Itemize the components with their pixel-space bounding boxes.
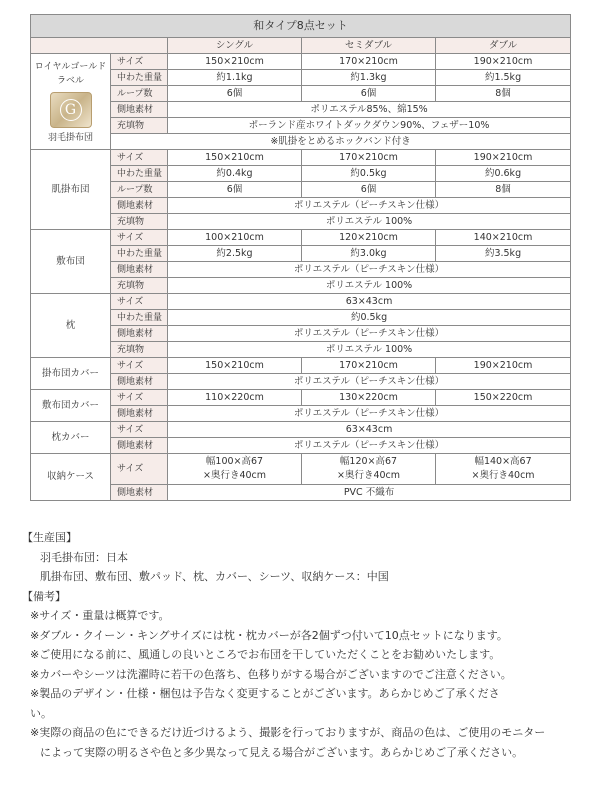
cell: 約0.4kg bbox=[168, 166, 302, 182]
attr-weight: 中わた重量 bbox=[111, 246, 168, 262]
cell: 約1.1kg bbox=[168, 70, 302, 86]
remarks-heading: 【備考】 bbox=[22, 589, 66, 603]
remark-line: い。 bbox=[30, 706, 52, 720]
cell-line: ×奥行き40cm bbox=[336, 470, 401, 481]
cell: 130×220cm bbox=[302, 390, 436, 406]
attr-size: サイズ bbox=[111, 230, 168, 246]
attr-weight: 中わた重量 bbox=[111, 310, 168, 326]
cell bbox=[168, 454, 302, 485]
cell: 約1.5kg bbox=[436, 70, 571, 86]
cell: 150×220cm bbox=[436, 390, 571, 406]
category-name: 羽毛掛布団 bbox=[47, 133, 93, 143]
attr-size: サイズ bbox=[111, 358, 168, 374]
header-empty bbox=[31, 38, 168, 54]
table-row bbox=[31, 342, 571, 358]
cell: 100×210cm bbox=[168, 230, 302, 246]
cell: ポーランド産ホワイトダックダウン90%、フェザー10% bbox=[168, 118, 571, 134]
attr-side: 側地素材 bbox=[111, 485, 168, 501]
table-row bbox=[31, 438, 571, 454]
cell: ポリエステル（ピーチスキン仕様） bbox=[168, 198, 571, 214]
cell-line: 幅120×高67 bbox=[339, 456, 398, 467]
remark-line: ※サイズ・重量は概算です。 bbox=[30, 609, 170, 622]
cell: 140×210cm bbox=[436, 230, 571, 246]
cell: 約3.5kg bbox=[436, 246, 571, 262]
cell: 6個 bbox=[302, 182, 436, 198]
table-row bbox=[31, 454, 571, 485]
category-storage-case: 収納ケース bbox=[31, 454, 111, 501]
attr-size: サイズ bbox=[111, 150, 168, 166]
note-cell: ※肌掛をとめるホックバンド付き bbox=[111, 134, 571, 150]
cell-line: 幅140×高67 bbox=[474, 456, 532, 467]
table-title: 和タイプ8点セット bbox=[31, 15, 571, 38]
cell: 170×210cm bbox=[302, 358, 436, 374]
table-row bbox=[31, 166, 571, 182]
attr-weight: 中わた重量 bbox=[111, 166, 168, 182]
attr-weight: 中わた重量 bbox=[111, 70, 168, 86]
category-comforter-cover: 掛布団カバー bbox=[31, 358, 111, 390]
remark-line: ※ダブル・クイーン・キングサイズには枕・枕カバーが各2個ずつ付いて10点セットになります。 bbox=[30, 628, 508, 642]
table-row bbox=[31, 182, 571, 198]
table-row bbox=[31, 214, 571, 230]
col-double: ダブル bbox=[436, 38, 571, 54]
category-pillow-cover: 枕カバー bbox=[31, 422, 111, 454]
attr-side: 側地素材 bbox=[111, 198, 168, 214]
attr-side: 側地素材 bbox=[111, 374, 168, 390]
cell: 150×210cm bbox=[168, 54, 302, 70]
cell: ポリエステル 100% bbox=[168, 214, 571, 230]
cell bbox=[436, 454, 571, 485]
table-row bbox=[31, 374, 571, 390]
attr-side: 側地素材 bbox=[111, 438, 168, 454]
attr-side: 側地素材 bbox=[111, 262, 168, 278]
table-row bbox=[31, 54, 571, 70]
cell: ポリエステル（ピーチスキン仕様） bbox=[168, 374, 571, 390]
cell: 約2.5kg bbox=[168, 246, 302, 262]
notes-section bbox=[22, 528, 582, 762]
attr-filling: 充填物 bbox=[111, 118, 168, 134]
cell: 63×43cm bbox=[168, 422, 571, 438]
origin-heading: 【生産国】 bbox=[22, 531, 77, 544]
cell: 150×210cm bbox=[168, 150, 302, 166]
table-row bbox=[31, 358, 571, 374]
cell: 190×210cm bbox=[436, 358, 571, 374]
table-row bbox=[31, 230, 571, 246]
attr-filling: 充填物 bbox=[111, 278, 168, 294]
table-row bbox=[31, 246, 571, 262]
remark-line: によって実際の明るさや色と多少異なって見える場合がございます。あらかじめご了承ください。 bbox=[40, 745, 524, 759]
attr-loops: ループ数 bbox=[111, 86, 168, 102]
table-row bbox=[31, 422, 571, 438]
cell: ポリエステル 100% bbox=[168, 342, 571, 358]
table-row bbox=[31, 294, 571, 310]
remark-line: ※実際の商品の色にできるだけ近づけるよう、撮影を行っておりますが、商品の色は、ご使用のモニター bbox=[30, 726, 546, 739]
remark-line: ※製品のデザイン・仕様・梱包は予告なく変更することがございます。あらかじめご了承くださ bbox=[30, 687, 500, 700]
cell: ポリエステル（ピーチスキン仕様） bbox=[168, 326, 571, 342]
cell: ポリエステル（ピーチスキン仕様） bbox=[168, 438, 571, 454]
cell: 6個 bbox=[168, 182, 302, 198]
cell: ポリエステル（ピーチスキン仕様） bbox=[168, 406, 571, 422]
royal-label-line1: ロイヤルゴールド bbox=[34, 62, 107, 72]
table-row bbox=[31, 70, 571, 86]
cell-line: ×奥行き40cm bbox=[202, 470, 267, 481]
table-row bbox=[31, 86, 571, 102]
table-row bbox=[31, 390, 571, 406]
attr-side: 側地素材 bbox=[111, 102, 168, 118]
remark-line: ※カバーやシーツは洗濯時に若干の色落ち、色移りがする場合がございますのでご注意ください。 bbox=[30, 667, 512, 681]
category-mattress: 敷布団 bbox=[31, 230, 111, 294]
cell: 6個 bbox=[302, 86, 436, 102]
table-title-row bbox=[31, 15, 571, 38]
cell: 63×43cm bbox=[168, 294, 571, 310]
emblem-letter: G bbox=[60, 99, 82, 121]
attr-filling: 充填物 bbox=[111, 342, 168, 358]
cell-line: 幅100×高67 bbox=[205, 456, 264, 467]
cell: 約3.0kg bbox=[302, 246, 436, 262]
attr-side: 側地素材 bbox=[111, 326, 168, 342]
table-row bbox=[31, 262, 571, 278]
table-row bbox=[31, 485, 571, 501]
table-row bbox=[31, 118, 571, 134]
cell: ポリエステル85%、綿15% bbox=[168, 102, 571, 118]
cell: 170×210cm bbox=[302, 54, 436, 70]
attr-loops: ループ数 bbox=[111, 182, 168, 198]
col-semidouble: セミダブル bbox=[302, 38, 436, 54]
attr-size: サイズ bbox=[111, 294, 168, 310]
remark-line: ※ご使用になる前に、風通しの良いところでお布団を干していただくことをお勧めいたします。 bbox=[30, 648, 501, 661]
table-row bbox=[31, 406, 571, 422]
category-down-comforter bbox=[31, 54, 111, 150]
table-row bbox=[31, 326, 571, 342]
cell: 約1.3kg bbox=[302, 70, 436, 86]
cell: 170×210cm bbox=[302, 150, 436, 166]
cell: 6個 bbox=[168, 86, 302, 102]
cell-line: ×奥行き40cm bbox=[471, 470, 535, 481]
cell: 約0.6kg bbox=[436, 166, 571, 182]
cell: ポリエステル（ピーチスキン仕様） bbox=[168, 262, 571, 278]
royal-label-line2: ラベル bbox=[56, 76, 84, 86]
table-row bbox=[31, 278, 571, 294]
category-pillow: 枕 bbox=[31, 294, 111, 358]
attr-filling: 充填物 bbox=[111, 214, 168, 230]
attr-side: 側地素材 bbox=[111, 406, 168, 422]
cell: 約0.5kg bbox=[168, 310, 571, 326]
cell: 190×210cm bbox=[436, 150, 571, 166]
table-row bbox=[31, 310, 571, 326]
cell: 8個 bbox=[436, 86, 571, 102]
attr-size: サイズ bbox=[111, 54, 168, 70]
cell: 約0.5kg bbox=[302, 166, 436, 182]
category-mattress-cover: 敷布団カバー bbox=[31, 390, 111, 422]
column-header-row bbox=[31, 38, 571, 54]
table-row bbox=[31, 134, 571, 150]
category-summer-comforter: 肌掛布団 bbox=[31, 150, 111, 230]
attr-size: サイズ bbox=[111, 454, 168, 485]
table-row bbox=[31, 198, 571, 214]
origin-line: 肌掛布団、敷布団、敷パッド、枕、カバー、シーツ、収納ケース：中国 bbox=[40, 570, 389, 583]
royal-gold-emblem-icon bbox=[50, 92, 92, 128]
cell: 120×210cm bbox=[302, 230, 436, 246]
table-row bbox=[31, 150, 571, 166]
cell: 190×210cm bbox=[436, 54, 571, 70]
attr-size: サイズ bbox=[111, 390, 168, 406]
cell bbox=[302, 454, 436, 485]
table-row bbox=[31, 102, 571, 118]
attr-size: サイズ bbox=[111, 422, 168, 438]
cell: PVC 不織布 bbox=[168, 485, 571, 501]
spec-table bbox=[30, 14, 571, 501]
cell: ポリエステル 100% bbox=[168, 278, 571, 294]
cell: 110×220cm bbox=[168, 390, 302, 406]
col-single: シングル bbox=[168, 38, 302, 54]
cell: 150×210cm bbox=[168, 358, 302, 374]
origin-line: 羽毛掛布団：日本 bbox=[40, 550, 128, 564]
cell: 8個 bbox=[436, 182, 571, 198]
